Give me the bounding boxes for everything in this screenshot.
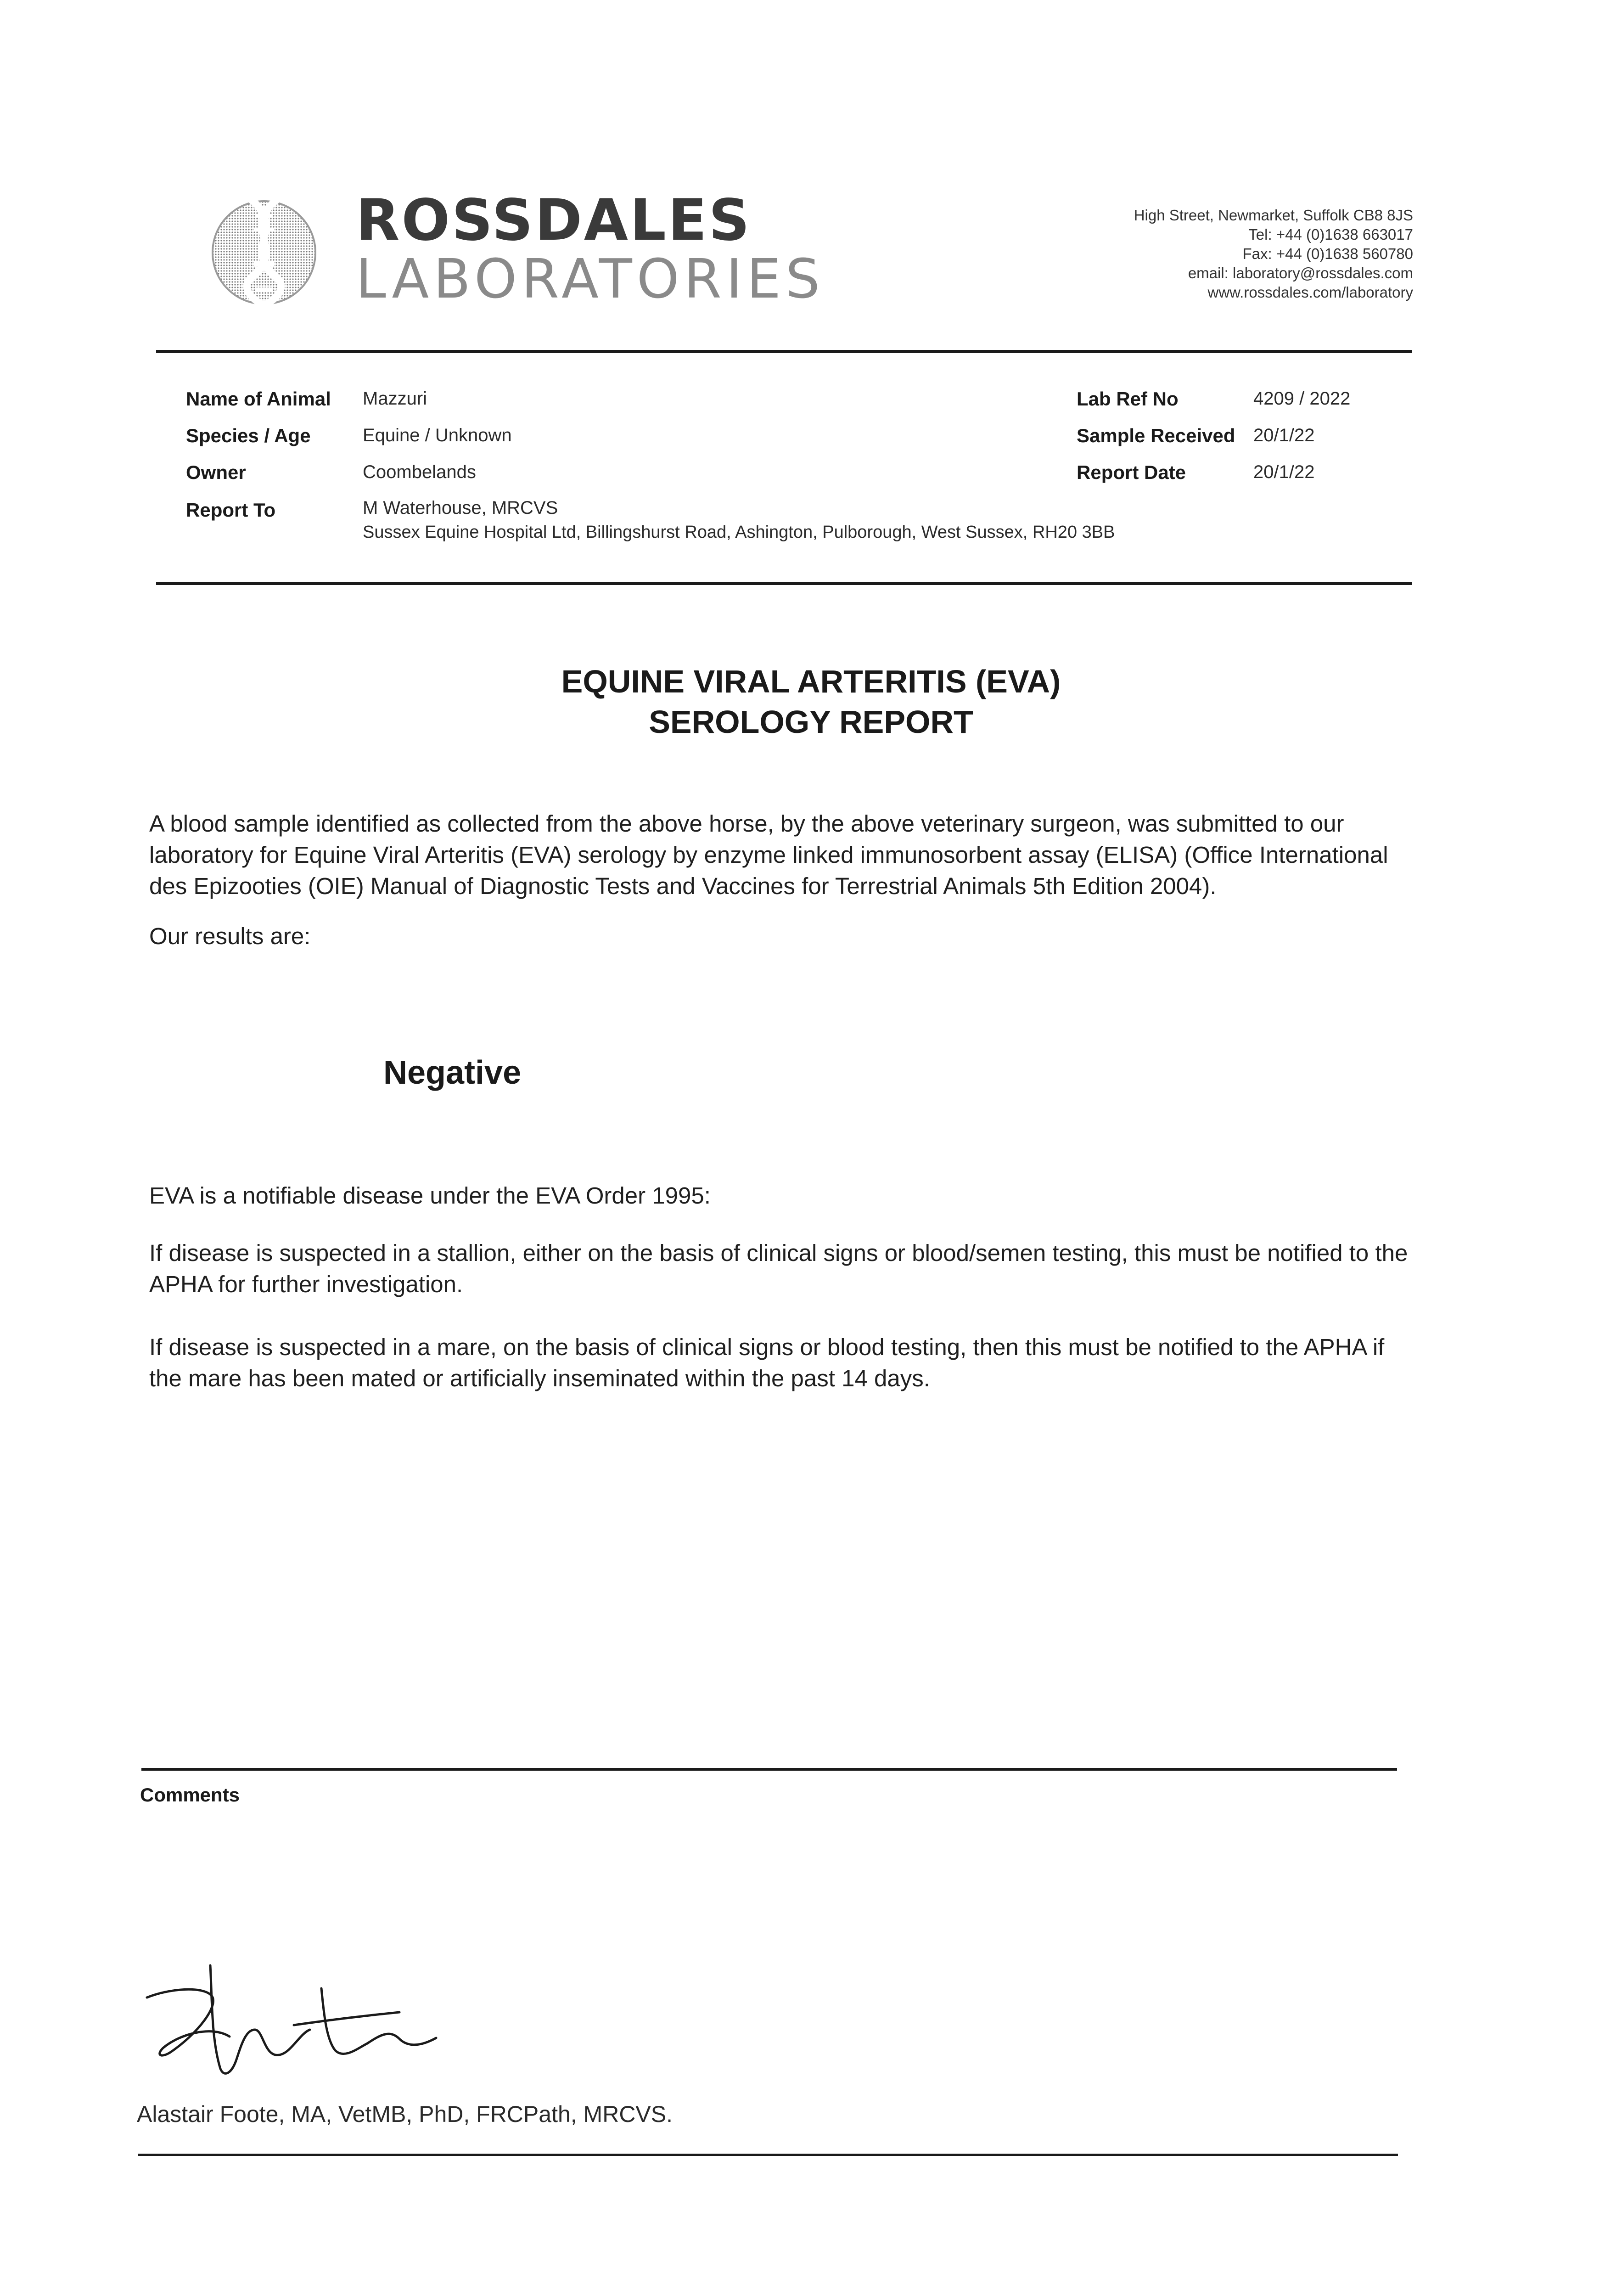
name-of-animal-label: Name of Animal [186,388,331,410]
stallion-note: If disease is suspected in a stallion, either on the basis of clinical signs or blood/semen testing, this must be notified to the APHA for further investigation. [149,1240,1408,1297]
report-to-name: M Waterhouse, MRCVS [363,498,558,518]
comments-label: Comments [140,1784,240,1806]
mare-note: If disease is suspected in a mare, on the basis of clinical signs or blood testing, then this must be notified to the APHA if the mare has been mated or artificially inseminated within the past 14 days. [149,1334,1385,1391]
owner-label: Owner [186,461,246,483]
address-line: www.rossdales.com/laboratory [1207,284,1413,301]
address-line: Fax: +44 (0)1638 560780 [1242,245,1413,262]
report-to-label: Report To [186,499,276,521]
details-divider [156,582,1412,585]
address-line: Tel: +44 (0)1638 663017 [1248,226,1413,243]
lab-ref-value: 4209 / 2022 [1253,388,1351,409]
footer-divider [138,2154,1398,2156]
address-line: email: laboratory@rossdales.com [1188,264,1413,281]
report-title [0,661,1622,742]
header-divider [156,350,1412,353]
owner-value: Coombelands [363,462,476,482]
address-line: High Street, Newmarket, Suffolk CB8 8JS [1134,207,1413,224]
species-age-label: Species / Age [186,425,311,446]
brand-name: ROSSDALES [356,187,752,253]
results-intro: Our results are: [149,923,311,949]
report-date-value: 20/1/22 [1253,462,1315,482]
report-title-line: SEROLOGY REPORT [649,704,973,740]
name-of-animal-value: Mazzuri [363,388,427,409]
intro-paragraph: A blood sample identified as collected from the above horse, by the above veterinary surgeon, was submitted to our laboratory for Equine Viral Arteritis (EVA) serology by enzyme linked immunosorbent assay (ELISA) (Office International des Epizooties (OIE) Manual of Diagnostic Tests and Vaccines for Terrestrial Animals 5th Edition 2004). [149,810,1388,899]
report-title-line: EQUINE VIRAL ARTERITIS (EVA) [561,664,1061,699]
signatory-name: Alastair Foote, MA, VetMB, PhD, FRCPath, MRCVS. [137,2101,673,2127]
sample-received-label: Sample Received [1077,425,1235,446]
report-date-label: Report Date [1077,461,1186,483]
notifiable-statement: EVA is a notifiable disease under the EVA Order 1995: [149,1182,711,1209]
report-to-address: Sussex Equine Hospital Ltd, Billingshurst Road, Ashington, Pulborough, West Sussex, RH20 3BB [363,523,1115,542]
test-result: Negative [383,1054,522,1091]
species-age-value: Equine / Unknown [363,425,512,445]
signature-image [142,1961,464,2085]
lab-ref-label: Lab Ref No [1077,388,1179,410]
lab-address [954,206,1413,302]
sample-received-value: 20/1/22 [1253,425,1315,445]
brand-subtitle: LABORATORIES [356,247,825,310]
dna-logo-icon [209,195,319,310]
comments-divider [141,1768,1397,1771]
